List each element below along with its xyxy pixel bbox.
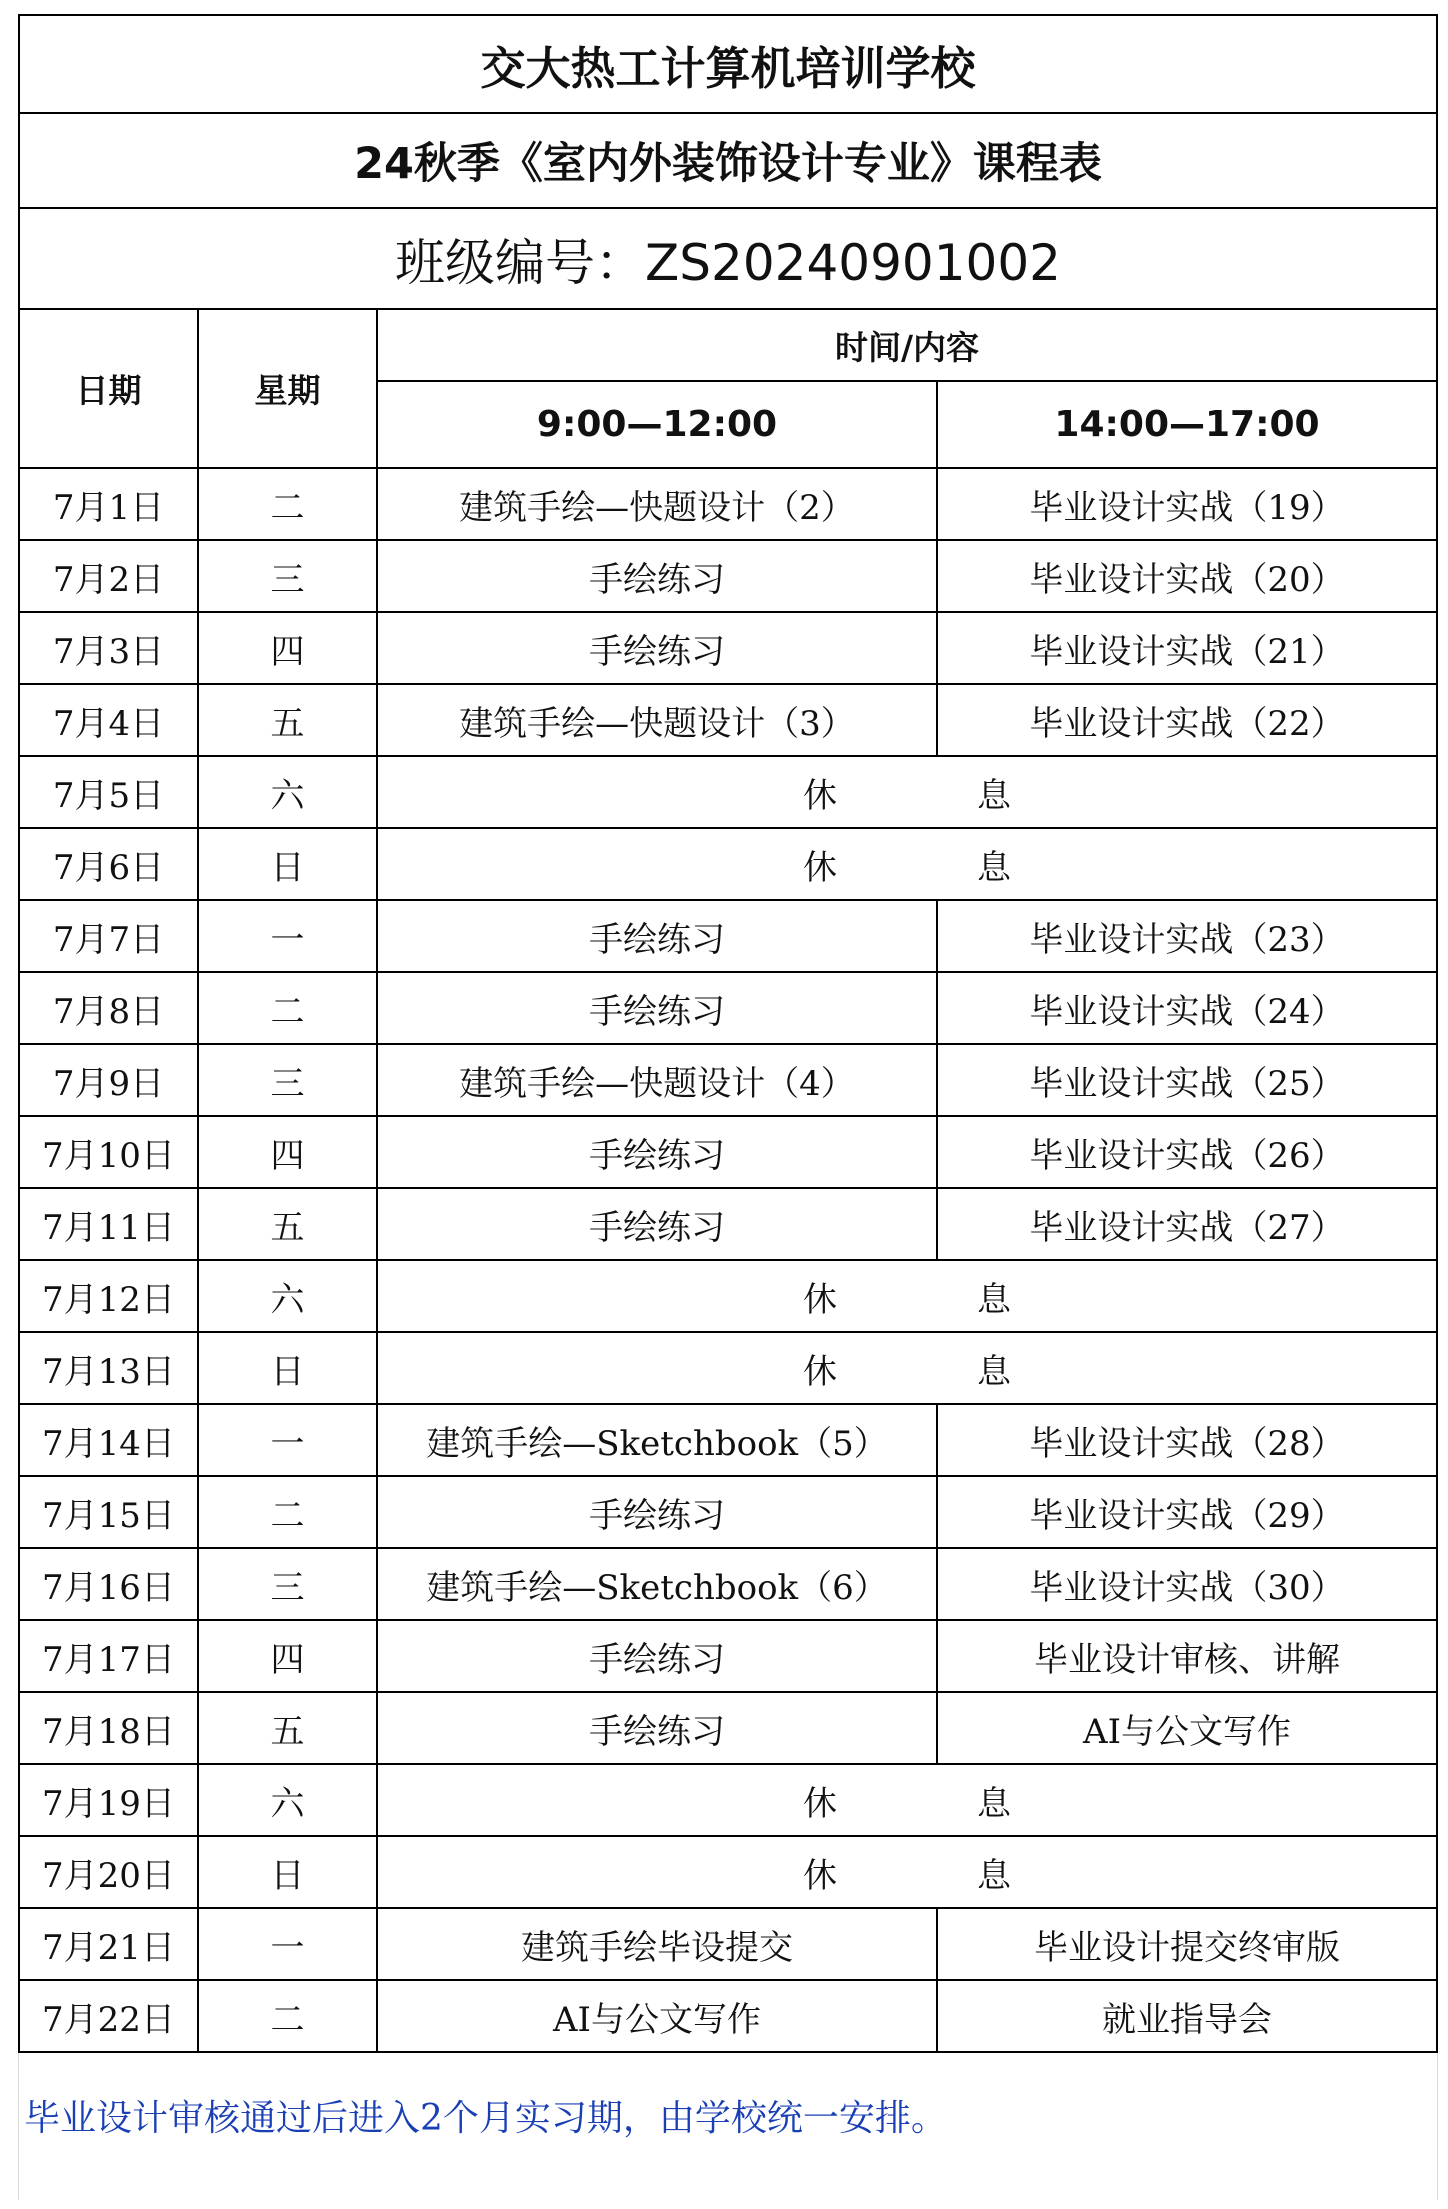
date-cell: 7月15日 [19,1476,198,1548]
date-cell: 7月16日 [19,1548,198,1620]
morning-cell: 手绘练习 [377,1116,937,1188]
morning-cell: 建筑手绘—快题设计（3） [377,684,937,756]
table-row [19,1476,1437,1548]
weekday-cell: 五 [198,684,377,756]
table-row [19,1260,1437,1332]
afternoon-cell: 毕业设计实战（26） [937,1116,1437,1188]
weekday-cell: 一 [198,1908,377,1980]
table-row [19,1620,1437,1692]
afternoon-cell: 就业指导会 [937,1980,1437,2052]
date-cell: 7月14日 [19,1404,198,1476]
date-cell: 7月1日 [19,468,198,540]
afternoon-cell: 毕业设计实战（25） [937,1044,1437,1116]
date-cell: 7月10日 [19,1116,198,1188]
weekday-cell: 四 [198,1116,377,1188]
morning-cell: 建筑手绘—Sketchbook（5） [377,1404,937,1476]
morning-cell: 手绘练习 [377,972,937,1044]
date-cell: 7月21日 [19,1908,198,1980]
rest-label-2: 息 [977,1351,1011,1392]
rest-label-2: 息 [977,1855,1011,1896]
date-cell: 7月11日 [19,1188,198,1260]
weekday-cell: 二 [198,1476,377,1548]
table-row [19,1908,1437,1980]
morning-cell: 手绘练习 [377,1476,937,1548]
date-cell: 7月12日 [19,1260,198,1332]
afternoon-cell: 毕业设计实战（19） [937,468,1437,540]
header-time-content: 时间/内容 [377,309,1437,381]
rest-label-2: 息 [977,847,1011,888]
date-cell: 7月6日 [19,828,198,900]
afternoon-cell: 毕业设计实战（23） [937,900,1437,972]
weekday-cell: 五 [198,1188,377,1260]
weekday-cell: 日 [198,828,377,900]
afternoon-cell: AI与公文写作 [937,1692,1437,1764]
table-row [19,1692,1437,1764]
table-row [19,612,1437,684]
weekday-cell: 六 [198,756,377,828]
afternoon-cell: 毕业设计实战（27） [937,1188,1437,1260]
weekday-cell: 六 [198,1260,377,1332]
table-row [19,684,1437,756]
table-row [19,1332,1437,1404]
table-row [19,972,1437,1044]
weekday-cell: 日 [198,1836,377,1908]
weekday-cell: 三 [198,1044,377,1116]
table-row [19,756,1437,828]
date-cell: 7月17日 [19,1620,198,1692]
weekday-cell: 六 [198,1764,377,1836]
date-cell: 7月9日 [19,1044,198,1116]
afternoon-cell: 毕业设计实战（30） [937,1548,1437,1620]
table-row [19,1836,1437,1908]
class-id: 班级编号：ZS20240901002 [19,208,1437,309]
weekday-cell: 三 [198,1548,377,1620]
course-title: 24秋季《室内外装饰设计专业》课程表 [19,113,1437,208]
afternoon-cell: 毕业设计审核、讲解 [937,1620,1437,1692]
date-cell: 7月13日 [19,1332,198,1404]
table-row [19,468,1437,540]
afternoon-cell: 毕业设计实战（21） [937,612,1437,684]
weekday-cell: 三 [198,540,377,612]
date-cell: 7月8日 [19,972,198,1044]
afternoon-cell: 毕业设计实战（24） [937,972,1437,1044]
date-cell: 7月3日 [19,612,198,684]
morning-cell: 手绘练习 [377,612,937,684]
rest-label-1: 休 [803,1279,837,1320]
morning-cell: 建筑手绘—快题设计（2） [377,468,937,540]
rest-label-1: 休 [803,1855,837,1896]
table-row [19,1116,1437,1188]
weekday-cell: 日 [198,1332,377,1404]
date-cell: 7月18日 [19,1692,198,1764]
header-weekday: 星期 [198,309,377,468]
morning-cell: 手绘练习 [377,1692,937,1764]
morning-cell: 建筑手绘—Sketchbook（6） [377,1548,937,1620]
rest-cell [377,1764,1437,1836]
header-afternoon: 14:00—17:00 [937,381,1437,468]
morning-cell: AI与公文写作 [377,1980,937,2052]
weekday-cell: 二 [198,1980,377,2052]
afternoon-cell: 毕业设计实战（29） [937,1476,1437,1548]
rest-label-2: 息 [977,1783,1011,1824]
weekday-cell: 一 [198,900,377,972]
afternoon-cell: 毕业设计实战（20） [937,540,1437,612]
morning-cell: 建筑手绘—快题设计（4） [377,1044,937,1116]
table-row [19,1044,1437,1116]
date-cell: 7月5日 [19,756,198,828]
weekday-cell: 五 [198,1692,377,1764]
header-date: 日期 [19,309,198,468]
rest-cell [377,1260,1437,1332]
weekday-cell: 一 [198,1404,377,1476]
rest-label-2: 息 [977,775,1011,816]
morning-cell: 建筑手绘毕设提交 [377,1908,937,1980]
date-cell: 7月22日 [19,1980,198,2052]
table-row [19,540,1437,612]
afternoon-cell: 毕业设计实战（28） [937,1404,1437,1476]
weekday-cell: 四 [198,612,377,684]
rest-cell [377,756,1437,828]
morning-cell: 手绘练习 [377,540,937,612]
rest-cell [377,1836,1437,1908]
table-row [19,1548,1437,1620]
date-cell: 7月4日 [19,684,198,756]
afternoon-cell: 毕业设计实战（22） [937,684,1437,756]
morning-cell: 手绘练习 [377,1188,937,1260]
rest-label-1: 休 [803,847,837,888]
date-cell: 7月7日 [19,900,198,972]
morning-cell: 手绘练习 [377,900,937,972]
rest-cell [377,828,1437,900]
rest-cell [377,1332,1437,1404]
rest-label-2: 息 [977,1279,1011,1320]
schedule-table [18,14,1438,2053]
rest-label-1: 休 [803,775,837,816]
weekday-cell: 四 [198,1620,377,1692]
header-morning: 9:00—12:00 [377,381,937,468]
date-cell: 7月20日 [19,1836,198,1908]
table-row [19,1764,1437,1836]
footer-note: 毕业设计审核通过后进入2个月实习期，由学校统一安排。 [24,2098,947,2139]
rest-label-1: 休 [803,1351,837,1392]
table-row [19,828,1437,900]
table-row [19,1980,1437,2052]
table-row [19,900,1437,972]
morning-cell: 手绘练习 [377,1620,937,1692]
rest-label-1: 休 [803,1783,837,1824]
school-name: 交大热工计算机培训学校 [19,15,1437,113]
afternoon-cell: 毕业设计提交终审版 [937,1908,1437,1980]
date-cell: 7月2日 [19,540,198,612]
date-cell: 7月19日 [19,1764,198,1836]
weekday-cell: 二 [198,468,377,540]
table-row [19,1188,1437,1260]
table-row [19,1404,1437,1476]
weekday-cell: 二 [198,972,377,1044]
